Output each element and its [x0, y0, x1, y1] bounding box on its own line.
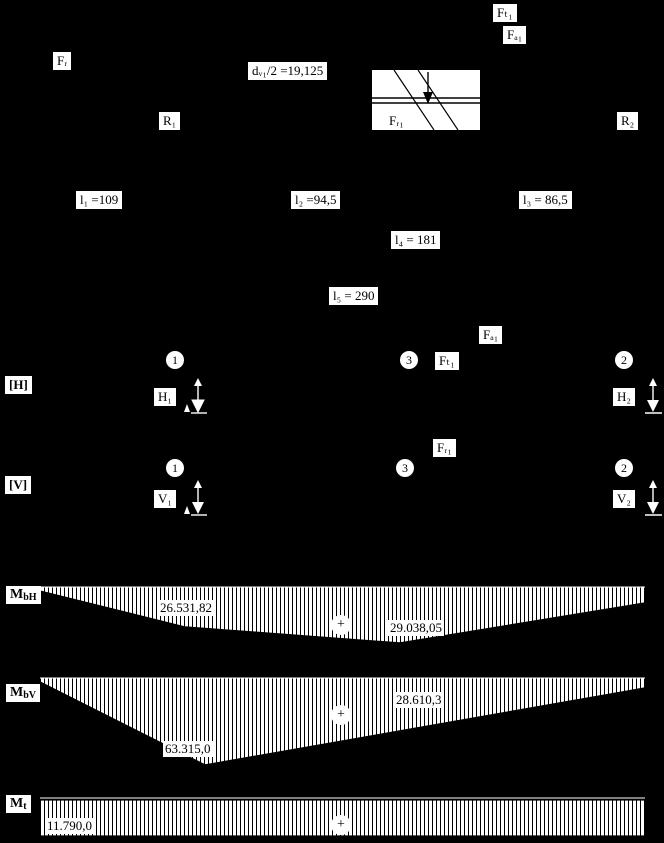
- diagram-tag-mbv: $M_{bV}$: [6, 684, 40, 702]
- diagram-sign-mt: +: [331, 815, 351, 835]
- label-dim-l2: l₂ =94,5: [291, 191, 340, 209]
- label-dim-l3: l₃ = 86,5: [519, 191, 572, 209]
- label-reaction-r2: R₂: [617, 112, 638, 130]
- diagram-value-mbv-2: 28.610,3: [396, 692, 442, 707]
- node-h-3: 3: [400, 351, 418, 369]
- node-h-2: 2: [615, 351, 633, 369]
- label-force-fr-left: Fᵣ: [53, 52, 71, 70]
- diagram-value-mbh-1: 26.531,82: [160, 600, 212, 615]
- diagram-value-mbv-1: 63.315,0: [165, 741, 211, 756]
- label-reaction-v1: V₁: [154, 490, 176, 508]
- diagram-tag-mt: $M_t$: [6, 795, 31, 813]
- node-h-1: 1: [166, 351, 184, 369]
- label-force-fa1-mid: Fₐ₁: [479, 326, 502, 344]
- label-force-ft1-top: Fₜ₁: [493, 4, 517, 22]
- label-dim-l4: l₄ = 181: [391, 231, 440, 249]
- label-reaction-r1: R₁: [159, 112, 180, 130]
- label-plane-vertical: [V]: [5, 476, 31, 494]
- label-force-ft1-mid: Fₜ₁: [435, 352, 459, 370]
- node-v-3: 3: [396, 459, 414, 477]
- moment-diagram-mt: [0, 788, 664, 843]
- support-icon-v1: [184, 480, 210, 516]
- support-icon-v2: [643, 480, 664, 516]
- node-v-1: 1: [166, 459, 184, 477]
- label-plane-horizontal: [H]: [5, 376, 32, 394]
- label-dim-dw1: dᵥ₁/2 =19,125: [248, 62, 327, 80]
- label-dim-l1: l₁ =109: [76, 191, 122, 209]
- label-reaction-h1: H₁: [154, 388, 176, 406]
- node-v-2: 2: [615, 459, 633, 477]
- diagram-value-mbh-2: 29.038,05: [390, 620, 442, 635]
- moment-diagram-mbh: [0, 575, 664, 653]
- label-force-fr1-mid: Fᵣ₁: [433, 439, 456, 457]
- label-reaction-v2: V₂: [613, 490, 635, 508]
- support-icon-h1: [184, 378, 210, 414]
- label-force-fr1-detail: Fᵣ₁: [385, 112, 408, 130]
- label-reaction-h2: H₂: [613, 388, 635, 406]
- diagram-value-mt-1: 11.790,0: [47, 818, 93, 833]
- diagram-sign-mbh: +: [331, 615, 351, 635]
- support-icon-h2: [643, 378, 664, 414]
- label-dim-l5: l₅ = 290: [329, 287, 378, 305]
- label-force-fa1-top: Fₐ₁: [503, 26, 526, 44]
- diagram-tag-mbh: $M_{bH}$: [6, 586, 41, 604]
- diagram-sign-mbv: +: [331, 705, 351, 725]
